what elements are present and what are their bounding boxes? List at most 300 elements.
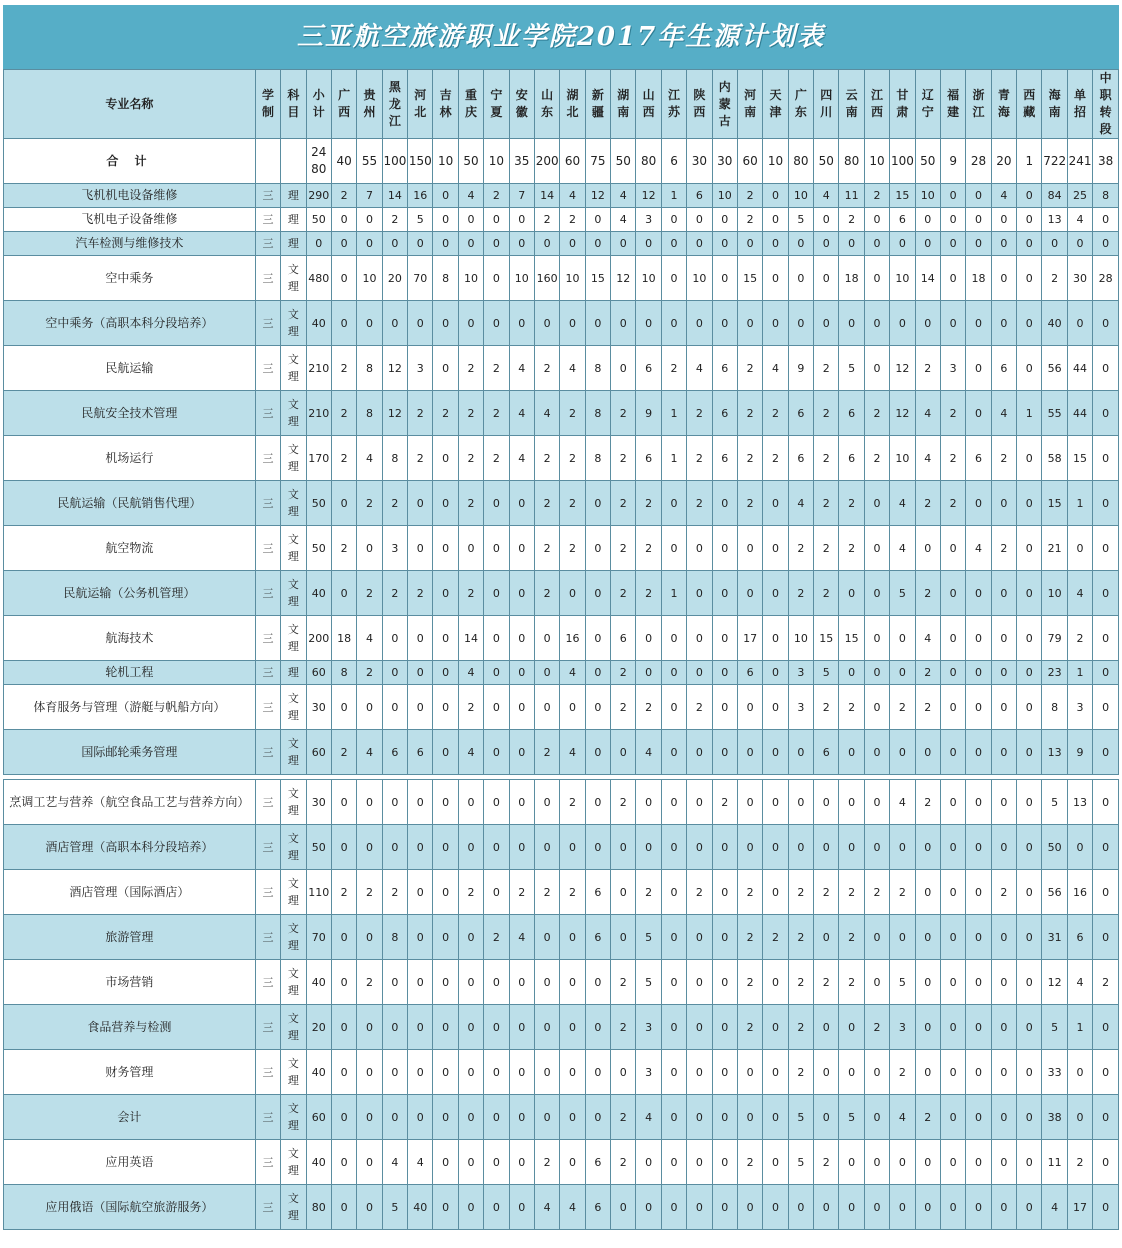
value-cell: 6 <box>737 661 762 685</box>
value-cell: 0 <box>1017 780 1042 825</box>
major-name: 酒店管理（国际酒店） <box>4 870 256 915</box>
value-cell: 0 <box>915 1185 940 1230</box>
value-cell: 0 <box>382 960 407 1005</box>
value-cell: 55 <box>1042 391 1067 436</box>
system-cell: 三 <box>255 915 280 960</box>
value-cell: 2 <box>560 481 585 526</box>
value-cell: 40 <box>306 1050 331 1095</box>
system-cell: 三 <box>255 184 280 208</box>
value-cell: 0 <box>763 481 788 526</box>
value-cell: 0 <box>331 1140 356 1185</box>
value-cell: 0 <box>1093 616 1119 661</box>
header-col: 湖南 <box>611 70 636 139</box>
value-cell: 4 <box>509 391 534 436</box>
total-cell: 50 <box>611 139 636 184</box>
value-cell: 4 <box>458 184 483 208</box>
value-cell: 2 <box>408 571 433 616</box>
value-cell: 0 <box>611 870 636 915</box>
value-cell: 6 <box>687 184 712 208</box>
value-cell: 0 <box>687 526 712 571</box>
value-cell: 0 <box>509 232 534 256</box>
value-cell: 0 <box>1093 571 1119 616</box>
value-cell: 0 <box>712 1005 737 1050</box>
system-cell: 三 <box>255 232 280 256</box>
value-cell: 4 <box>915 391 940 436</box>
value-cell: 4 <box>687 346 712 391</box>
value-cell: 2 <box>357 870 382 915</box>
value-cell: 0 <box>1093 1095 1119 1140</box>
value-cell: 0 <box>458 301 483 346</box>
value-cell: 2 <box>814 481 839 526</box>
value-cell: 6 <box>839 391 864 436</box>
value-cell: 10 <box>788 184 813 208</box>
value-cell: 5 <box>1042 1005 1067 1050</box>
value-cell: 0 <box>534 780 559 825</box>
value-cell: 15 <box>585 256 610 301</box>
value-cell: 0 <box>509 571 534 616</box>
value-cell: 5 <box>636 960 661 1005</box>
value-cell: 0 <box>408 661 433 685</box>
value-cell: 480 <box>306 256 331 301</box>
value-cell: 6 <box>991 346 1016 391</box>
value-cell: 0 <box>1093 301 1119 346</box>
total-cell: 60 <box>737 139 762 184</box>
value-cell: 0 <box>940 870 965 915</box>
value-cell: 0 <box>763 184 788 208</box>
system-cell: 三 <box>255 1140 280 1185</box>
value-cell: 2 <box>890 870 915 915</box>
value-cell: 2 <box>737 960 762 1005</box>
value-cell: 8 <box>357 391 382 436</box>
value-cell: 0 <box>864 661 889 685</box>
major-name: 体育服务与管理（游艇与帆船方向） <box>4 685 256 730</box>
value-cell: 4 <box>509 436 534 481</box>
value-cell: 4 <box>788 481 813 526</box>
value-cell: 0 <box>712 571 737 616</box>
value-cell: 0 <box>1067 301 1092 346</box>
value-cell: 50 <box>306 208 331 232</box>
table-row <box>4 1140 1119 1185</box>
value-cell: 0 <box>839 661 864 685</box>
value-cell: 0 <box>661 730 686 775</box>
value-cell: 0 <box>534 685 559 730</box>
value-cell: 3 <box>408 346 433 391</box>
value-cell: 84 <box>1042 184 1067 208</box>
value-cell: 0 <box>408 915 433 960</box>
header-col: 天津 <box>763 70 788 139</box>
value-cell: 0 <box>966 730 991 775</box>
value-cell: 10 <box>687 256 712 301</box>
system-cell: 三 <box>255 301 280 346</box>
value-cell: 6 <box>611 616 636 661</box>
value-cell: 2 <box>458 481 483 526</box>
table-row <box>4 184 1119 208</box>
value-cell: 10 <box>357 256 382 301</box>
value-cell: 0 <box>1093 481 1119 526</box>
value-cell: 0 <box>687 960 712 1005</box>
value-cell: 0 <box>534 1095 559 1140</box>
value-cell: 0 <box>737 730 762 775</box>
major-name: 市场营销 <box>4 960 256 1005</box>
value-cell: 0 <box>915 915 940 960</box>
value-cell: 0 <box>331 1185 356 1230</box>
value-cell: 3 <box>1067 685 1092 730</box>
value-cell: 2 <box>611 1140 636 1185</box>
system-cell: 三 <box>255 685 280 730</box>
value-cell: 1 <box>1067 661 1092 685</box>
value-cell: 10 <box>712 184 737 208</box>
value-cell: 0 <box>433 915 458 960</box>
value-cell: 0 <box>940 571 965 616</box>
value-cell: 0 <box>433 232 458 256</box>
value-cell: 6 <box>585 915 610 960</box>
value-cell: 0 <box>661 915 686 960</box>
system-cell: 三 <box>255 1050 280 1095</box>
value-cell: 38 <box>1042 1095 1067 1140</box>
value-cell: 0 <box>433 616 458 661</box>
value-cell: 4 <box>890 481 915 526</box>
header-col: 吉林 <box>433 70 458 139</box>
value-cell: 0 <box>839 780 864 825</box>
value-cell: 0 <box>1093 1185 1119 1230</box>
value-cell: 0 <box>788 780 813 825</box>
system-cell: 三 <box>255 571 280 616</box>
value-cell: 0 <box>864 256 889 301</box>
value-cell: 50 <box>1042 825 1067 870</box>
value-cell: 0 <box>940 526 965 571</box>
value-cell: 2 <box>763 391 788 436</box>
value-cell: 2 <box>560 391 585 436</box>
category-cell: 理 <box>281 184 306 208</box>
major-name: 汽车检测与维修技术 <box>4 232 256 256</box>
total-cell: 50 <box>814 139 839 184</box>
value-cell: 6 <box>839 436 864 481</box>
value-cell: 4 <box>890 526 915 571</box>
total-row <box>4 139 1119 184</box>
value-cell: 0 <box>484 780 509 825</box>
value-cell: 2 <box>611 481 636 526</box>
total-cell: 9 <box>940 139 965 184</box>
value-cell: 0 <box>966 685 991 730</box>
value-cell: 2 <box>1093 960 1119 1005</box>
value-cell: 0 <box>636 1185 661 1230</box>
value-cell: 0 <box>737 825 762 870</box>
header-col: 小计 <box>306 70 331 139</box>
header-col: 内蒙古 <box>712 70 737 139</box>
value-cell: 0 <box>560 685 585 730</box>
value-cell: 0 <box>509 1185 534 1230</box>
value-cell: 12 <box>1042 960 1067 1005</box>
value-cell: 10 <box>560 256 585 301</box>
value-cell: 0 <box>814 915 839 960</box>
value-cell: 7 <box>509 184 534 208</box>
value-cell: 15 <box>1067 436 1092 481</box>
value-cell: 0 <box>1017 915 1042 960</box>
value-cell: 0 <box>509 730 534 775</box>
total-cell: 38 <box>1093 139 1119 184</box>
header-col: 河北 <box>408 70 433 139</box>
major-name: 民航安全技术管理 <box>4 391 256 436</box>
value-cell: 0 <box>458 526 483 571</box>
value-cell: 2 <box>737 346 762 391</box>
value-cell: 4 <box>357 436 382 481</box>
value-cell: 290 <box>306 184 331 208</box>
table-row <box>4 481 1119 526</box>
total-cell: 55 <box>357 139 382 184</box>
value-cell: 0 <box>484 1005 509 1050</box>
value-cell: 0 <box>560 571 585 616</box>
value-cell: 0 <box>433 436 458 481</box>
value-cell: 2 <box>737 208 762 232</box>
value-cell: 0 <box>509 1140 534 1185</box>
value-cell: 0 <box>661 616 686 661</box>
value-cell: 0 <box>687 780 712 825</box>
total-category <box>281 139 306 184</box>
value-cell: 15 <box>1042 481 1067 526</box>
value-cell: 0 <box>940 960 965 1005</box>
value-cell: 20 <box>306 1005 331 1050</box>
value-cell: 2 <box>382 571 407 616</box>
value-cell: 40 <box>306 301 331 346</box>
value-cell: 2 <box>458 870 483 915</box>
value-cell: 4 <box>1042 1185 1067 1230</box>
value-cell: 8 <box>585 391 610 436</box>
table-row <box>4 526 1119 571</box>
value-cell: 0 <box>940 1185 965 1230</box>
value-cell: 2 <box>534 1140 559 1185</box>
value-cell: 0 <box>534 960 559 1005</box>
value-cell: 0 <box>687 825 712 870</box>
value-cell: 0 <box>585 571 610 616</box>
value-cell: 12 <box>636 184 661 208</box>
major-name: 轮机工程 <box>4 661 256 685</box>
value-cell: 0 <box>433 825 458 870</box>
total-cell: 10 <box>484 139 509 184</box>
value-cell: 5 <box>408 208 433 232</box>
value-cell: 0 <box>712 256 737 301</box>
value-cell: 0 <box>408 616 433 661</box>
value-cell: 0 <box>1093 915 1119 960</box>
value-cell: 0 <box>484 526 509 571</box>
value-cell: 0 <box>382 661 407 685</box>
header-row <box>4 70 1119 139</box>
value-cell: 2 <box>1042 256 1067 301</box>
value-cell: 0 <box>991 571 1016 616</box>
value-cell: 0 <box>712 825 737 870</box>
value-cell: 2 <box>458 571 483 616</box>
value-cell: 2 <box>915 685 940 730</box>
value-cell: 0 <box>661 780 686 825</box>
value-cell: 4 <box>534 1185 559 1230</box>
value-cell: 1 <box>661 184 686 208</box>
value-cell: 0 <box>408 1095 433 1140</box>
major-name: 机场运行 <box>4 436 256 481</box>
value-cell: 4 <box>509 915 534 960</box>
value-cell: 0 <box>966 391 991 436</box>
value-cell: 2 <box>687 436 712 481</box>
value-cell: 0 <box>357 1185 382 1230</box>
value-cell: 56 <box>1042 346 1067 391</box>
value-cell: 2 <box>611 1095 636 1140</box>
value-cell: 9 <box>636 391 661 436</box>
value-cell: 4 <box>458 730 483 775</box>
category-cell: 文理 <box>281 1095 306 1140</box>
table-row <box>4 346 1119 391</box>
value-cell: 2 <box>687 481 712 526</box>
value-cell: 0 <box>458 780 483 825</box>
value-cell: 2 <box>534 571 559 616</box>
value-cell: 0 <box>661 661 686 685</box>
value-cell: 79 <box>1042 616 1067 661</box>
value-cell: 60 <box>306 730 331 775</box>
value-cell: 2 <box>915 1095 940 1140</box>
value-cell: 2 <box>940 436 965 481</box>
value-cell: 0 <box>636 616 661 661</box>
value-cell: 16 <box>1067 870 1092 915</box>
value-cell: 0 <box>839 571 864 616</box>
value-cell: 18 <box>839 256 864 301</box>
value-cell: 2 <box>484 391 509 436</box>
value-cell: 0 <box>331 780 356 825</box>
value-cell: 0 <box>687 571 712 616</box>
total-cell: 2480 <box>306 139 331 184</box>
value-cell: 4 <box>915 436 940 481</box>
value-cell: 0 <box>661 1095 686 1140</box>
value-cell: 0 <box>991 960 1016 1005</box>
value-cell: 14 <box>382 184 407 208</box>
value-cell: 0 <box>890 616 915 661</box>
value-cell: 8 <box>585 346 610 391</box>
value-cell: 0 <box>408 685 433 730</box>
value-cell: 0 <box>966 184 991 208</box>
value-cell: 0 <box>712 685 737 730</box>
table-row <box>4 1095 1119 1140</box>
value-cell: 4 <box>560 1185 585 1230</box>
major-name: 会计 <box>4 1095 256 1140</box>
header-col: 新疆 <box>585 70 610 139</box>
value-cell: 2 <box>534 436 559 481</box>
value-cell: 0 <box>534 661 559 685</box>
value-cell: 2 <box>560 870 585 915</box>
value-cell: 0 <box>433 661 458 685</box>
total-cell: 35 <box>509 139 534 184</box>
major-name: 航空物流 <box>4 526 256 571</box>
category-cell: 文理 <box>281 436 306 481</box>
value-cell: 0 <box>560 915 585 960</box>
value-cell: 0 <box>940 184 965 208</box>
value-cell: 0 <box>509 661 534 685</box>
value-cell: 0 <box>687 1140 712 1185</box>
table-row <box>4 825 1119 870</box>
total-cell: 10 <box>433 139 458 184</box>
value-cell: 0 <box>687 208 712 232</box>
total-cell: 20 <box>991 139 1016 184</box>
header-col: 山东 <box>534 70 559 139</box>
value-cell: 0 <box>864 526 889 571</box>
value-cell: 11 <box>1042 1140 1067 1185</box>
value-cell: 50 <box>306 825 331 870</box>
value-cell: 2 <box>534 346 559 391</box>
value-cell: 0 <box>915 825 940 870</box>
value-cell: 0 <box>966 780 991 825</box>
value-cell: 0 <box>484 232 509 256</box>
value-cell: 0 <box>687 1185 712 1230</box>
value-cell: 4 <box>966 526 991 571</box>
value-cell: 3 <box>890 1005 915 1050</box>
system-cell: 三 <box>255 780 280 825</box>
value-cell: 2 <box>814 960 839 1005</box>
value-cell: 0 <box>1017 301 1042 346</box>
value-cell: 0 <box>534 232 559 256</box>
value-cell: 2 <box>331 870 356 915</box>
value-cell: 0 <box>357 1050 382 1095</box>
value-cell: 0 <box>966 1095 991 1140</box>
system-cell: 三 <box>255 526 280 571</box>
value-cell: 0 <box>864 1050 889 1095</box>
value-cell: 2 <box>890 1050 915 1095</box>
value-cell: 6 <box>585 1140 610 1185</box>
value-cell: 0 <box>737 232 762 256</box>
value-cell: 0 <box>687 1050 712 1095</box>
value-cell: 0 <box>484 870 509 915</box>
value-cell: 56 <box>1042 870 1067 915</box>
system-cell: 三 <box>255 1185 280 1230</box>
value-cell: 30 <box>306 685 331 730</box>
value-cell: 0 <box>814 780 839 825</box>
major-name: 民航运输（公务机管理） <box>4 571 256 616</box>
value-cell: 0 <box>966 870 991 915</box>
value-cell: 0 <box>814 208 839 232</box>
value-cell: 0 <box>509 825 534 870</box>
value-cell: 2 <box>357 960 382 1005</box>
value-cell: 2 <box>915 780 940 825</box>
value-cell: 0 <box>484 256 509 301</box>
value-cell: 5 <box>839 1095 864 1140</box>
value-cell: 0 <box>940 661 965 685</box>
value-cell: 0 <box>433 870 458 915</box>
value-cell: 2 <box>991 870 1016 915</box>
value-cell: 2 <box>458 436 483 481</box>
value-cell: 2 <box>915 346 940 391</box>
value-cell: 0 <box>1093 780 1119 825</box>
value-cell: 0 <box>661 526 686 571</box>
value-cell: 0 <box>1017 661 1042 685</box>
value-cell: 4 <box>763 346 788 391</box>
value-cell: 0 <box>458 1185 483 1230</box>
header-col: 云南 <box>839 70 864 139</box>
value-cell: 0 <box>763 870 788 915</box>
value-cell: 0 <box>864 780 889 825</box>
value-cell: 0 <box>560 301 585 346</box>
value-cell: 0 <box>661 1005 686 1050</box>
value-cell: 0 <box>661 481 686 526</box>
value-cell: 0 <box>585 780 610 825</box>
value-cell: 0 <box>763 301 788 346</box>
value-cell: 0 <box>940 301 965 346</box>
value-cell: 0 <box>991 1095 1016 1140</box>
total-cell: 100 <box>890 139 915 184</box>
value-cell: 0 <box>712 870 737 915</box>
major-name: 旅游管理 <box>4 915 256 960</box>
value-cell: 4 <box>408 1140 433 1185</box>
value-cell: 0 <box>991 208 1016 232</box>
value-cell: 0 <box>966 960 991 1005</box>
value-cell: 0 <box>687 1095 712 1140</box>
value-cell: 0 <box>661 1185 686 1230</box>
value-cell: 4 <box>357 730 382 775</box>
value-cell: 0 <box>611 232 636 256</box>
value-cell: 0 <box>611 301 636 346</box>
